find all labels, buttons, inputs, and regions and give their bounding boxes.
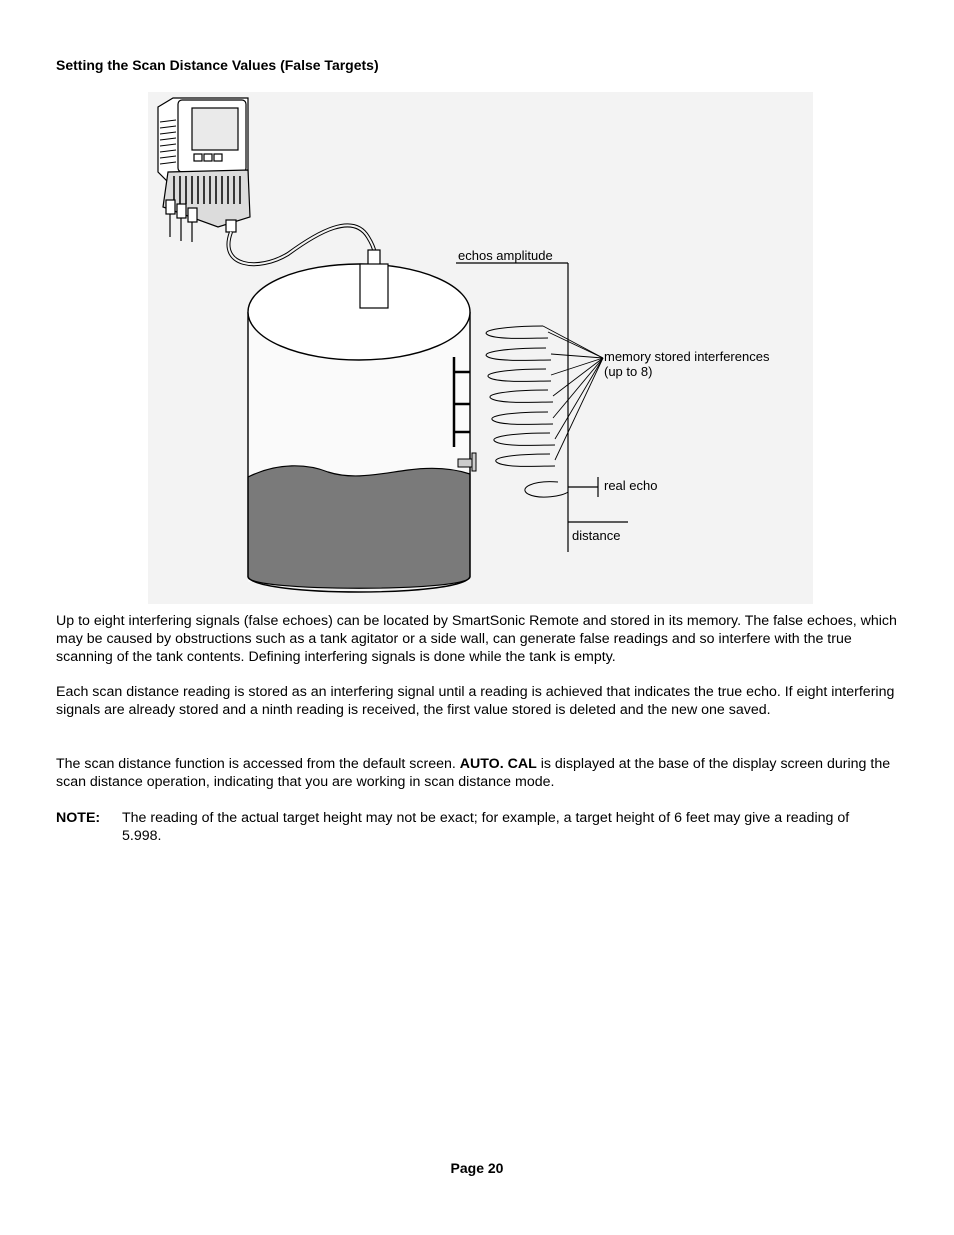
label-distance: distance — [572, 528, 621, 543]
label-real-echo: real echo — [604, 478, 658, 493]
note-label: NOTE: — [56, 810, 101, 826]
paragraph-scan-distance-function — [56, 755, 898, 791]
label-memory-stored-line2: (up to 8) — [604, 364, 653, 379]
diagram-svg — [148, 92, 813, 604]
label-echos-amplitude: echos amplitude — [458, 248, 553, 263]
tank — [248, 264, 476, 592]
auto-cal-term: AUTO. CAL — [459, 756, 537, 772]
label-memory-stored-line1: memory stored interferences — [604, 349, 770, 364]
liquid-fill — [248, 466, 470, 588]
section-heading: Setting the Scan Distance Values (False Targets) — [56, 57, 379, 73]
note-text: The reading of the actual target height may not be exact; for example, a target height of 6 feet may give a reading of 5.998. — [122, 810, 850, 844]
paragraph-interfering-signals: Up to eight interfering signals (false echoes) can be located by SmartSonic Remote and stored in its memory. The false echoes, which may be caused by obstructions such as a tank agitator or a side wall, can generate false readings and so interfere with the true scanning of the tank contents. Defining interfering signals is done while the tank is empty. — [56, 613, 897, 665]
tank-top — [248, 264, 470, 360]
paragraph-scan-distance-reading: Each scan distance reading is stored as an interfering signal until a reading is achieved that indicates the true echo. If eight interfering signals are already stored and a ninth reading is received, the first value stored is deleted and the new one saved. — [56, 684, 895, 718]
tank-echo-diagram — [148, 92, 813, 604]
page-number: Page 20 — [450, 1160, 504, 1176]
p3-text-before: The scan distance function is accessed from the default screen. — [56, 756, 460, 772]
p3-text-after: is displayed at the base of the display screen during the scan distance operation, indicating that you are working in scan distance mode. — [56, 756, 891, 790]
